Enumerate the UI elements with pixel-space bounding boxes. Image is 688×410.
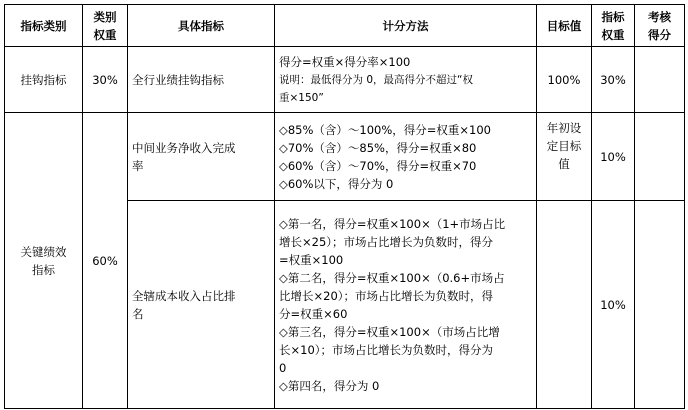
indicator-weight-cell: 10%	[592, 113, 635, 201]
header-category-weight: 类别 权重	[83, 5, 128, 47]
header-category: 指标类别	[5, 5, 83, 47]
indicator-weight-cell: 10%	[592, 201, 635, 409]
header-indicator: 具体指标	[128, 5, 275, 47]
score-cell	[635, 201, 685, 409]
table-row	[5, 113, 685, 201]
indicator-cell: 全行业绩挂钩指标	[128, 47, 275, 113]
category-cell: 挂钩指标	[5, 47, 83, 113]
target-cell-empty	[537, 201, 592, 409]
target-cell: 年初设 定目标 值	[537, 113, 592, 201]
header-score: 考核 得分	[635, 5, 685, 47]
indicator-cell: 全辖成本收入占比排 名	[128, 201, 275, 409]
target-cell: 100%	[537, 47, 592, 113]
category-weight-cell: 30%	[83, 47, 128, 113]
score-cell	[635, 47, 685, 113]
indicator-cell: 中间业务净收入完成 率	[128, 113, 275, 201]
method-cell: 得分=权重×得分率×100 说明：最低得分为 0，最高得分不超过“权 重×150”	[275, 47, 537, 113]
category-cell: 关键绩效 指标	[5, 113, 83, 409]
table-row	[5, 47, 685, 113]
score-cell	[635, 113, 685, 201]
category-weight-cell: 60%	[83, 113, 128, 409]
header-method: 计分方法	[275, 5, 537, 47]
method-cell: ◇85%（含）～100%，得分=权重×100 ◇70%（含）～85%，得分=权重×80 ◇60%（含）～70%，得分=权重×70 ◇60%以下，得分为 0	[275, 113, 537, 201]
scoring-table	[4, 4, 685, 409]
header-indicator-weight: 指标 权重	[592, 5, 635, 47]
header-target: 目标值	[537, 5, 592, 47]
indicator-weight-cell: 30%	[592, 47, 635, 113]
header-row	[5, 5, 685, 47]
method-cell: ◇第一名，得分=权重×100×（1+市场占比 增长×25）；市场占比增长为负数时，得分 =权重×100 ◇第二名，得分=权重×100×（0.6+市场占 比增长×20）；市场占比增长为负数时，得 分=权重×60 ◇第三名，得分=权重×100×（市场占比增 长×10）；市场占比增长为负数时，得分为 0 ◇第四名，得分为 0	[275, 201, 537, 409]
